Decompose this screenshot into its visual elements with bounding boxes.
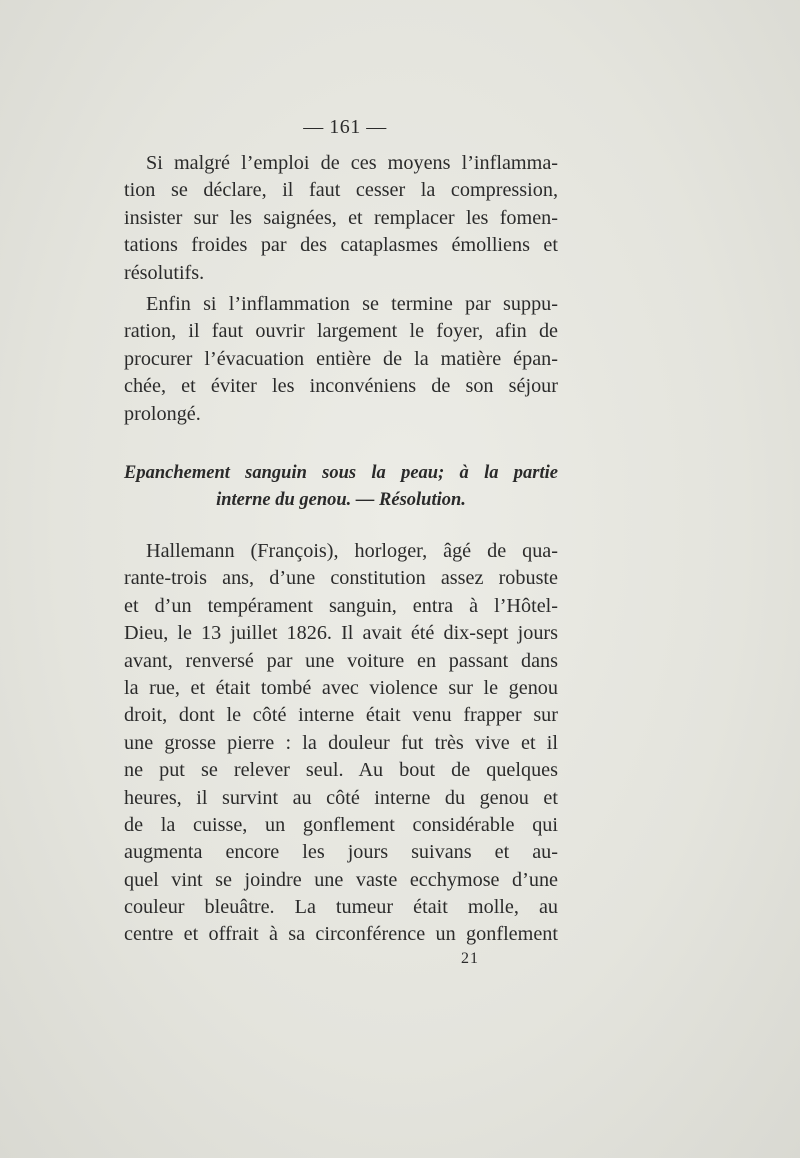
paragraph-line: centre et offrait à sa circonférence un gonflement <box>124 923 558 946</box>
paragraph-line: couleur bleuâtre. La tumeur était molle, au <box>124 896 558 919</box>
paragraph-line: Enfin si l’inflammation se termine par suppu- <box>146 293 558 315</box>
case-paragraph <box>124 538 558 949</box>
paragraph-line: la rue, et était tombé avec violence sur le genou <box>124 676 558 699</box>
paragraph-line: et d’un tempérament sanguin, entra à l’Hôtel- <box>124 594 558 617</box>
paragraph-line: Si malgré l’emploi de ces moyens l’inflamma- <box>146 152 558 174</box>
paragraph-line: une grosse pierre : la douleur fut très vive et il <box>124 731 558 754</box>
signature-mark: 21 <box>461 950 479 967</box>
section-heading-line-1: Epanchement sanguin sous la peau; à la partie <box>124 463 558 483</box>
paragraph-line: résolutifs. <box>124 261 205 284</box>
paragraph-2 <box>124 291 558 428</box>
paragraph-line: rante-trois ans, d’une constitution assez robuste <box>124 567 558 590</box>
paragraph-line: Dieu, le 13 juillet 1826. Il avait été dix-sept jours <box>124 622 558 645</box>
page-number: — 161 — <box>303 116 387 138</box>
paragraph-line: Hallemann (François), horloger, âgé de qua- <box>146 540 558 562</box>
paragraph-line: prolongé. <box>124 402 201 425</box>
paragraph-line: tations froides par des cataplasmes émolliens et <box>124 234 558 257</box>
paragraph-line: quel vint se joindre une vaste ecchymose d’une <box>124 868 558 891</box>
paragraph-line: avant, renversé par une voiture en passant dans <box>124 649 558 672</box>
paragraph-line: droit, dont le côté interne était venu frapper sur <box>124 704 558 727</box>
paragraph-line: tion se déclare, il faut cesser la compression, <box>124 179 558 202</box>
paragraph-line: chée, et éviter les inconvéniens de son séjour <box>124 375 558 398</box>
paragraph-1 <box>124 150 558 287</box>
paragraph-line: insister sur les saignées, et remplacer les fomen- <box>124 206 558 229</box>
paragraph-line: heures, il survint au côté interne du genou et <box>124 786 558 809</box>
paragraph-line: augmenta encore les jours suivans et au- <box>124 841 558 864</box>
paragraph-line: procurer l’évacuation entière de la matière épan- <box>124 347 558 370</box>
paragraph-line: ration, il faut ouvrir largement le foyer, afin de <box>124 320 558 343</box>
paragraph-line: ne put se relever seul. Au bout de quelques <box>124 759 558 782</box>
paragraph-line: de la cuisse, un gonflement considérable qui <box>124 813 558 836</box>
section-heading <box>124 460 558 514</box>
section-heading-line-2: interne du genou. — Résolution. <box>216 490 466 510</box>
